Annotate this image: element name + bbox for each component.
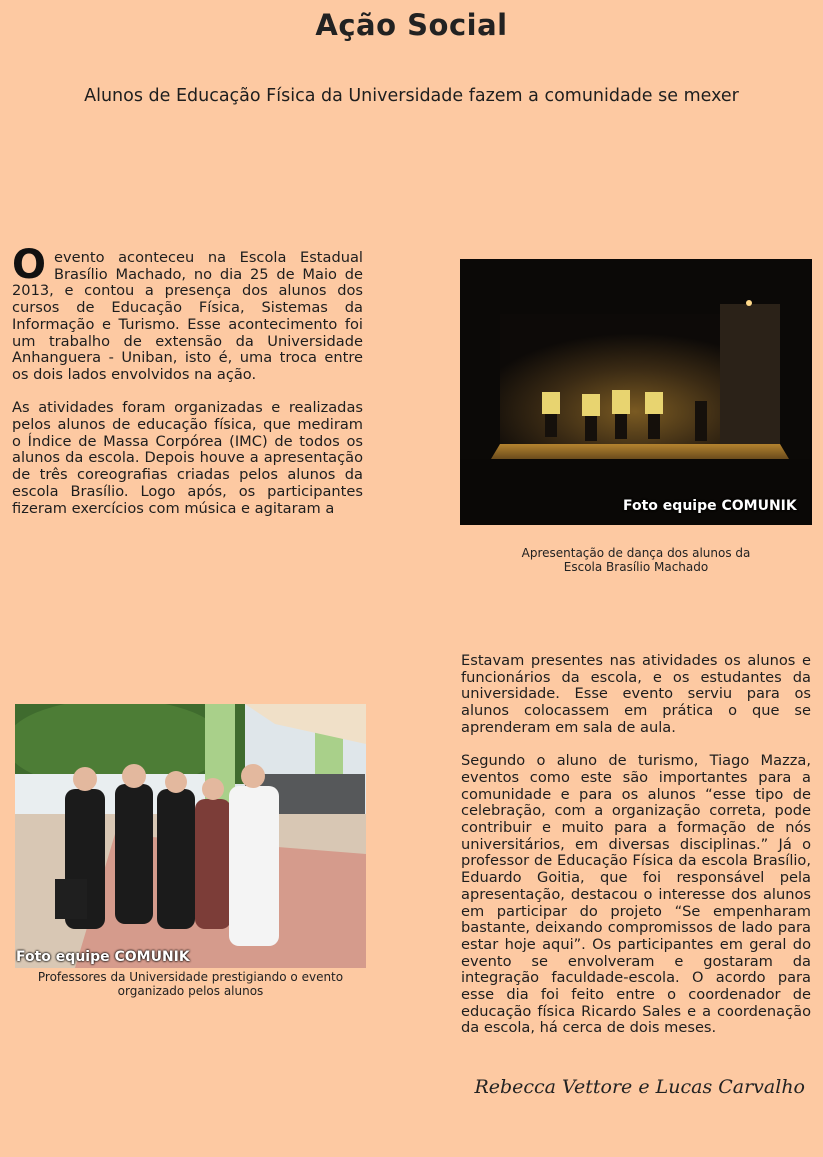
left-column bbox=[12, 242, 363, 517]
teachers-photo bbox=[15, 704, 366, 968]
page-subtitle: Alunos de Educação Física da Universidade fazem a comunidade se mexer bbox=[84, 86, 739, 106]
page-title: Ação Social bbox=[315, 8, 508, 42]
teachers-photo-credit: Foto equipe COMUNIK bbox=[16, 949, 190, 965]
teachers-group-image bbox=[15, 704, 366, 968]
right-column bbox=[461, 653, 811, 1037]
left-paragraph-2: As atividades foram organizadas e realizadas pelos alunos de educação física, que mediram o Índice de Massa Corpórea (IMC) de todos os alunos da escola. Depois houve a apresentação de três coreografias criadas pelos alunos da escola Brasílio. Logo após, os participantes fizeram exercícios com música e agitaram a bbox=[12, 399, 363, 517]
dance-photo-credit: Foto equipe COMUNIK bbox=[623, 498, 797, 514]
right-paragraph-2: Segundo o aluno de turismo, Tiago Mazza, eventos como este são importantes para a comunidade e para os alunos “esse tipo de celebração, com a organização correta, pode contribuir e muito para a formação de nós universitários, em diversas disciplinas.” Já o professor de Educação Física da escola Brasílio, Eduardo Goitia, que foi responsável pela apresentação, destacou o interesse dos alunos em participar do projeto “Se empenharam bastante, deixando compromissos de lado para estar hoje aqui”. Os participantes em geral do evento se envolveram e gostaram da integração faculdade-escola. O acordo para esse dia foi feito entre o coordenador de educação física Ricardo Sales e a coordenação da escola, há cerca de dois meses. bbox=[461, 752, 811, 1037]
dance-stage-image bbox=[460, 259, 812, 525]
left-paragraph-1: Oevento aconteceu na Escola Estadual Brasílio Machado, no dia 25 de Maio de 2013, e contou a presença dos alunos dos cursos de Educação Física, Sistemas da Informação e Turismo. Esse acontecimento foi um trabalho de extensão da Universidade Anhanguera - Uniban, isto é, uma troca entre os dois lados envolvidos na ação. bbox=[12, 242, 363, 383]
author-signature: Rebecca Vettore e Lucas Carvalho bbox=[474, 1076, 805, 1098]
right-paragraph-1: Estavam presentes nas atividades os alunos e funcionários da escola, e os estudantes da universidade. Esse evento serviu para os alunos colocassem em prática o que se aprenderam em sala de aula. bbox=[461, 652, 811, 736]
dance-photo-caption: Apresentação de dança dos alunos da Escola Brasílio Machado bbox=[521, 546, 751, 574]
dropcap: O bbox=[12, 242, 47, 288]
teachers-photo-caption: Professores da Universidade prestigiando o evento organizado pelos alunos bbox=[37, 970, 344, 998]
dance-photo bbox=[460, 259, 812, 525]
